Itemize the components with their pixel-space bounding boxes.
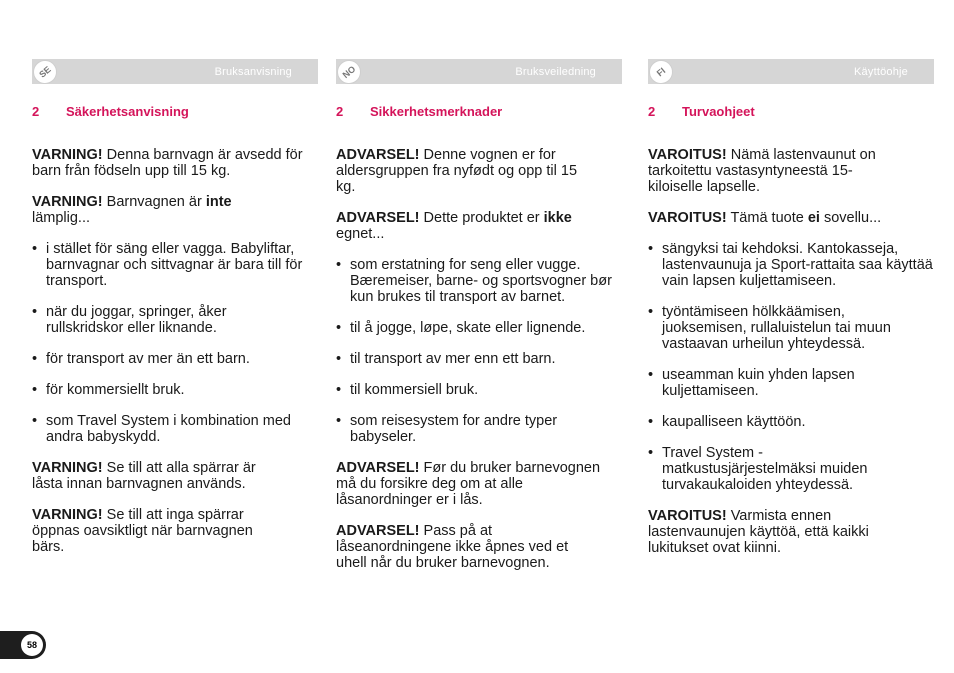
section-title: Säkerhetsanvisning bbox=[66, 104, 189, 119]
warning-label: VARNING! bbox=[32, 507, 103, 523]
list-item: • useamman kuin yhden lapsen kuljettamiseen. bbox=[648, 367, 892, 399]
list-item: • som Travel System i kombination med andra babyskydd. bbox=[32, 413, 296, 445]
list-item: • som erstatning for seng eller vugge. Bæremeiser, barne- og sportsvogner bør kun brukes til transport av barnet. bbox=[336, 257, 622, 305]
list-item: • som reisesystem for andre typer babyseler. bbox=[336, 413, 590, 445]
warning-text: sovellu... bbox=[819, 210, 882, 226]
section-title: Sikkerhetsmerknader bbox=[370, 104, 503, 119]
content bbox=[32, 147, 318, 555]
column-swedish bbox=[32, 59, 318, 570]
list-item: • kaupalliseen käyttöön. bbox=[648, 414, 934, 430]
bullet-list bbox=[648, 241, 934, 493]
warning-text: Se till att inga spärrar öppnas oavsiktligt när barnvagnen bärs. bbox=[32, 507, 253, 555]
language-badge: FI bbox=[644, 55, 678, 89]
list-item: • työntämiseen hölkkäämisen, juoksemisen, rullaluistelun tai muun vastaavan urheilun yhteydessä. bbox=[648, 304, 927, 352]
warning-paragraph bbox=[336, 147, 586, 195]
warning-paragraph bbox=[32, 507, 282, 555]
section-heading bbox=[648, 104, 934, 119]
warning-label: VARNING! bbox=[32, 194, 103, 210]
warning-label: VARNING! bbox=[32, 147, 103, 163]
list-item: • sängyksi tai kehdoksi. Kantokasseja, lastenvaunuja ja Sport-rattaita saa käyttää vain lapsen kuljettamiseen. bbox=[648, 241, 934, 289]
content bbox=[336, 147, 622, 571]
column-norwegian bbox=[336, 59, 622, 586]
warning-label: VAROITUS! bbox=[648, 508, 727, 524]
warning-text: Varmista ennen lastenvaunujen käyttöä, että kaikki lukitukset ovat kiinni. bbox=[648, 508, 869, 556]
header-title: Bruksanvisning bbox=[214, 66, 292, 78]
section-number: 2 bbox=[336, 104, 344, 119]
column-finnish bbox=[648, 59, 934, 571]
warning-label: ADVARSEL! bbox=[336, 460, 420, 476]
list-item: • til kommersiell bruk. bbox=[336, 382, 622, 398]
page-number-tab bbox=[0, 631, 46, 659]
warning-text: Nämä lastenvaunut on tarkoitettu vastasyntyneestä 15-kiloiselle lapselle. bbox=[648, 147, 876, 195]
list-item: • til transport av mer enn ett barn. bbox=[336, 351, 622, 367]
bullet-list bbox=[32, 241, 318, 445]
section-number: 2 bbox=[32, 104, 40, 119]
warning-paragraph bbox=[336, 460, 616, 508]
page-number: 58 bbox=[21, 634, 43, 656]
list-item: • för transport av mer än ett barn. bbox=[32, 351, 318, 367]
content bbox=[648, 147, 934, 556]
warning-label: VAROITUS! bbox=[648, 210, 727, 226]
warning-text: Denna barnvagn är avsedd för barn från födseln upp till 15 kg. bbox=[32, 147, 303, 179]
warning-text: Tämä tuote bbox=[726, 210, 808, 226]
warning-paragraph bbox=[648, 508, 903, 556]
warning-paragraph bbox=[32, 147, 310, 179]
section-heading bbox=[32, 104, 318, 119]
warning-label: VARNING! bbox=[32, 460, 103, 476]
list-item: • för kommersiellt bruk. bbox=[32, 382, 318, 398]
warning-text: Pass på at låseanordningene ikke åpnes ved et uhell når du bruker barnevognen. bbox=[336, 523, 569, 571]
warning-text: Dette produktet er bbox=[419, 210, 544, 226]
warning-paragraph bbox=[32, 460, 287, 492]
bullet-list bbox=[336, 257, 622, 445]
warning-paragraph bbox=[648, 147, 883, 195]
section-number: 2 bbox=[648, 104, 656, 119]
warning-label: ADVARSEL! bbox=[336, 523, 420, 539]
warning-paragraph bbox=[336, 523, 601, 571]
warning-paragraph bbox=[336, 210, 606, 242]
emphasis: ikke bbox=[543, 210, 572, 226]
language-badge: NO bbox=[332, 55, 366, 89]
list-item: • i stället för säng eller vagga. Babyliftar, barnvagnar och sittvagnar är bara till för transport. bbox=[32, 241, 318, 289]
warning-label: ADVARSEL! bbox=[336, 210, 420, 226]
section-title: Turvaohjeet bbox=[682, 104, 755, 119]
emphasis: ei bbox=[807, 210, 820, 226]
header-title: Bruksveiledning bbox=[515, 66, 596, 78]
header-bar bbox=[32, 59, 318, 84]
header-bar bbox=[648, 59, 934, 84]
warning-label: ADVARSEL! bbox=[336, 147, 420, 163]
emphasis: inte bbox=[205, 194, 232, 210]
section-heading bbox=[336, 104, 622, 119]
warning-text: Denne vognen er for aldersgruppen fra nyfødt og opp til 15 kg. bbox=[336, 147, 578, 195]
header-title: Käyttöohje bbox=[854, 66, 908, 78]
list-item: • när du joggar, springer, åker rullskridskor eller liknande. bbox=[32, 304, 266, 336]
list-item: • Travel System -matkustusjärjestelmäksi muiden turvakaukaloiden yhteydessä. bbox=[648, 445, 912, 493]
warning-text: lämplig... bbox=[32, 210, 91, 226]
warning-text: Før du bruker barnevognen må du forsikre deg om at alle låsanordninger er i lås. bbox=[336, 460, 601, 508]
warning-text: egnet... bbox=[336, 226, 385, 242]
warning-text: Se till att alla spärrar är låsta innan barnvagnen används. bbox=[32, 460, 256, 492]
warning-text: Barnvagnen är bbox=[102, 194, 206, 210]
header-bar bbox=[336, 59, 622, 84]
warning-paragraph bbox=[648, 210, 934, 226]
language-badge: SE bbox=[28, 55, 62, 89]
warning-paragraph bbox=[32, 194, 272, 226]
warning-label: VAROITUS! bbox=[648, 147, 727, 163]
list-item: • til å jogge, løpe, skate eller lignende. bbox=[336, 320, 622, 336]
